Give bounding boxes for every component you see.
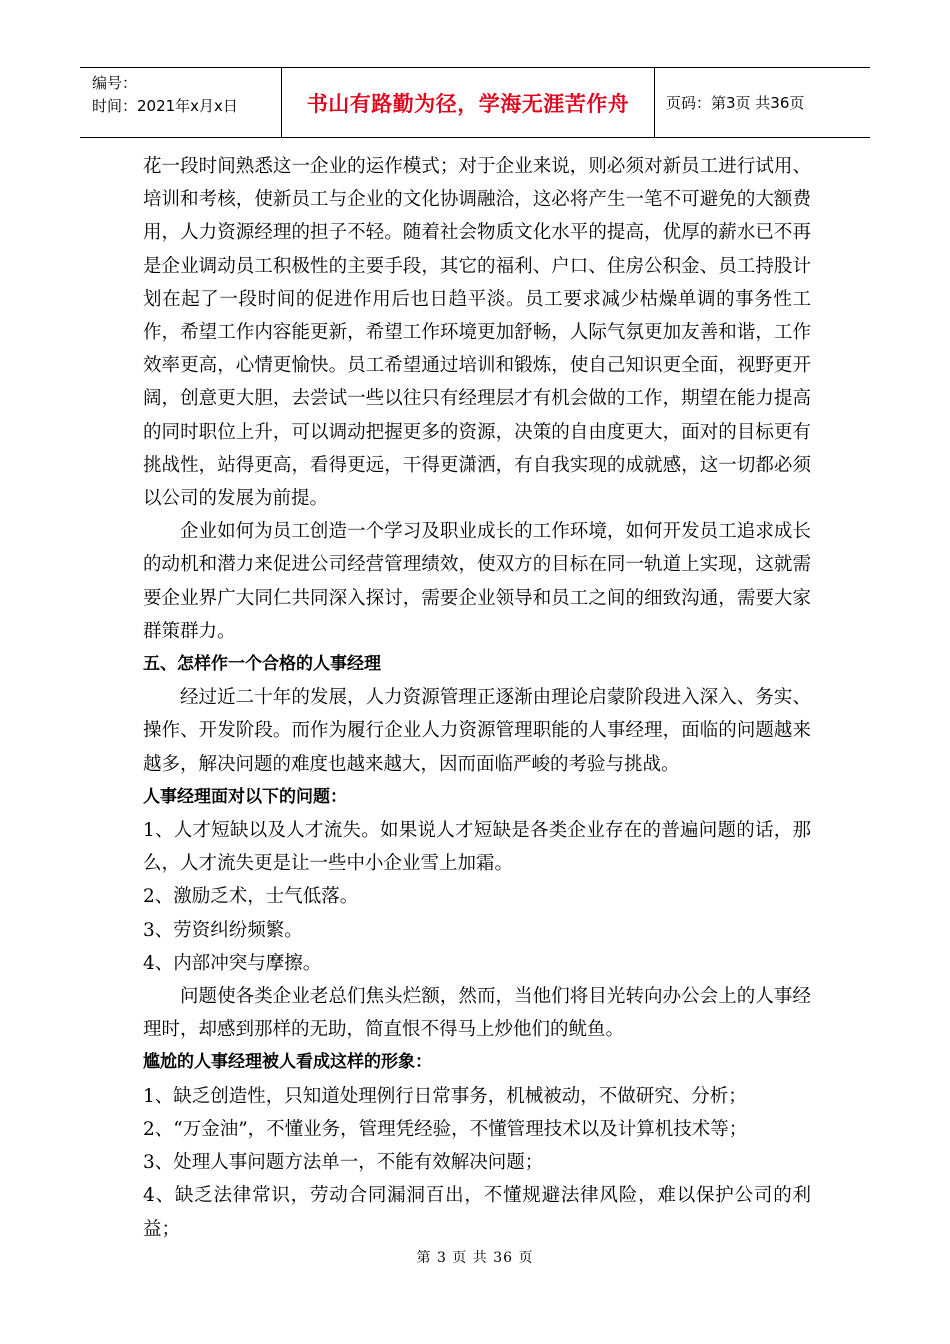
page-header bbox=[80, 67, 870, 138]
section-heading: 五、怎样作一个合格的人事经理 bbox=[143, 654, 381, 675]
body-paragraph: 4、缺乏法律常识，劳动合同漏洞百出，不懂规避法律风险，难以保护公司的利益； bbox=[143, 1185, 811, 1240]
body-paragraph: 经过近二十年的发展，人力资源管理正逐渐由理论启蒙阶段进入深入、务实、操作、开发阶段。而作为履行企业人力资源管理职能的人事经理，面临的问题越来越多，解决问题的难度也越来越大，因而面临严峻的考验与挑战。 bbox=[143, 687, 811, 775]
header-meta bbox=[80, 68, 282, 137]
body-paragraph: 2、激励乏术，士气低落。 bbox=[143, 886, 359, 908]
page-footer: 第 3 页 共 36 页 bbox=[416, 1250, 534, 1266]
body-paragraph: 3、劳资纠纷频繁。 bbox=[143, 919, 303, 941]
body-paragraph: 花一段时间熟悉这一企业的运作模式；对于企业来说，则必须对新员工进行试用、培训和考核，使新员工与企业的文化协调融洽，这必将产生一笔不可避免的大额费用，人力资源经理的担子不轻。随着社会物质文化水平的提高，优厚的薪水已不再是企业调动员工积极性的主要手段，其它的福利、户口、住房公积金、员工持股计划在起了一段时间的促进作用后也日趋平淡。员工要求减少枯燥单调的事务性工作，希望工作内容能更新，希望工作环境更加舒畅，人际气氛更加友善和谐，工作效率更高，心情更愉快。员工希望通过培训和锻炼，使自己知识更全面，视野更开阔，创意更大胆，去尝试一些以往只有经理层才有机会做的工作，期望在能力提高的同时职位上升，可以调动把握更多的资源，决策的自由度更大，面对的目标更有挑战性，站得更高，看得更远，干得更潇洒，有自我实现的成就感，这一切都必须以公司的发展为前提。 bbox=[143, 156, 811, 510]
document-number: 编号： bbox=[92, 74, 138, 92]
body-paragraph: 1、人才短缺以及人才流失。如果说人才短缺是各类企业存在的普遍问题的话，那么，人才流失更是让一些中小企业雪上加霜。 bbox=[143, 820, 811, 875]
body-paragraph: 企业如何为员工创造一个学习及职业成长的工作环境，如何开发员工追求成长的动机和潜力来促进公司经营管理绩效，使双方的目标在同一轨道上实现，这就需要企业界广大同仁共同深入探讨，需要企业领导和员工之间的细致沟通，需要大家群策群力。 bbox=[143, 521, 811, 642]
body-paragraph: 3、处理人事问题方法单一，不能有效解决问题； bbox=[143, 1152, 544, 1174]
section-heading: 人事经理面对以下的问题： bbox=[143, 786, 347, 807]
document-body bbox=[143, 150, 811, 1246]
body-paragraph: 1、缺乏创造性，只知道处理例行日常事务，机械被动，不做研究、分析； bbox=[143, 1085, 747, 1107]
header-page-info: 页码：第3页 共36页 bbox=[666, 94, 805, 112]
body-paragraph: 2、“万金油”，不懂业务，管理凭经验，不懂管理技术以及计算机技术等； bbox=[143, 1118, 748, 1140]
document-date: 时间：2021年x月x日 bbox=[92, 97, 238, 115]
body-paragraph: 问题使各类企业老总们焦头烂额，然而，当他们将目光转向办公会上的人事经理时，却感到那样的无助，简直恨不得马上炒他们的鱿鱼。 bbox=[143, 986, 811, 1041]
body-paragraph: 4、内部冲突与摩擦。 bbox=[143, 952, 322, 974]
header-motto: 书山有路勤为径，学海无涯苦作舟 bbox=[282, 68, 655, 137]
section-heading: 尴尬的人事经理被人看成这样的形象： bbox=[143, 1052, 432, 1073]
